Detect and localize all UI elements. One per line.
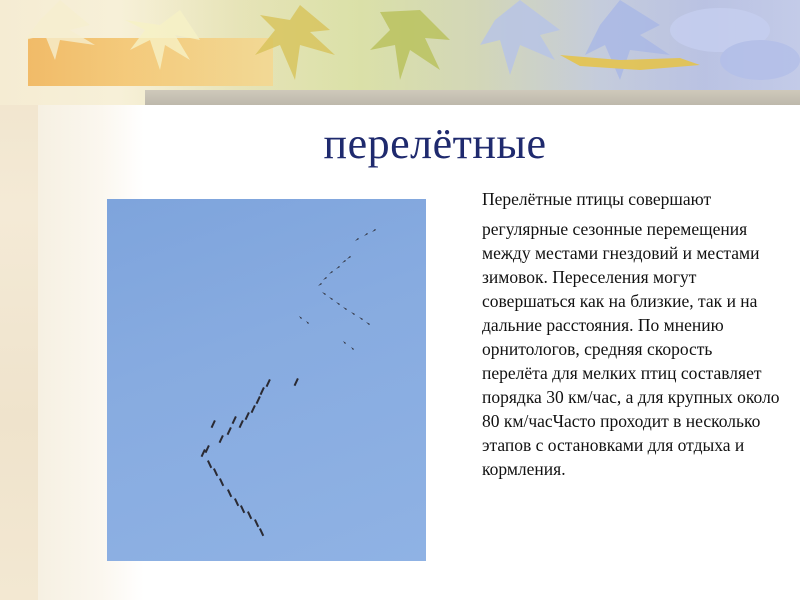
slide-title: перелётные (323, 119, 547, 168)
paragraph-first-line: Перелётные птицы совершают (482, 189, 712, 209)
banner-gray-bar (145, 90, 800, 105)
body-text (482, 187, 782, 481)
birds-in-sky-image (107, 199, 426, 561)
flock-icon (107, 199, 426, 561)
paragraph-rest: регулярные сезонные перемещения между местами гнездовий и местами зимовок. Переселения могут совершаться как на близкие, так и на дальние расстояния. По мнению орнитологов, средняя скорость перелёта для мелких птиц составляет порядка 30 км/час, а для крупных около 80 км/часЧасто проходит в несколько этапов с остановками для отдыха и кормления. (482, 219, 780, 479)
header-banner (0, 0, 800, 105)
